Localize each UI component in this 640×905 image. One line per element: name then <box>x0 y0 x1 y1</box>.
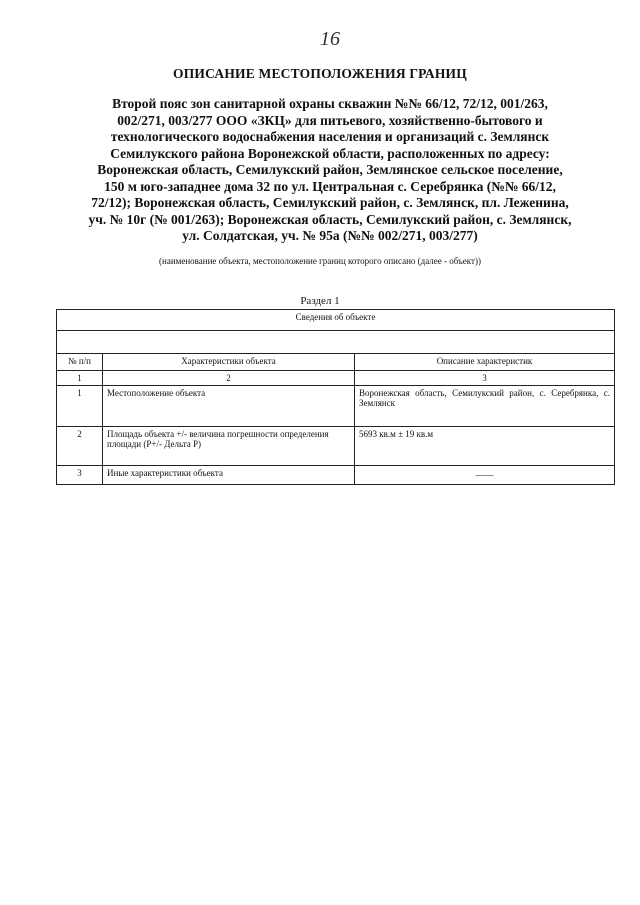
page-number: 16 <box>320 28 340 50</box>
table-title: Сведения об объекте <box>57 310 615 331</box>
row-number: 1 <box>57 386 103 427</box>
table-spacer <box>57 331 615 354</box>
row-description: Воронежская область, Семилукский район, с. Серебрянка, с. Землянск <box>355 386 615 427</box>
row-description: 5693 кв.м ± 19 кв.м <box>355 427 615 466</box>
table-row <box>57 427 615 466</box>
header-characteristic: Характеристики объекта <box>103 354 355 371</box>
object-caption: (наименование объекта, местоположение границ которого описано (далее - объект)) <box>159 256 481 266</box>
document-title: ОПИСАНИЕ МЕСТОПОЛОЖЕНИЯ ГРАНИЦ <box>173 66 467 81</box>
header-num: № п/п <box>57 354 103 371</box>
section-title: Раздел 1 <box>300 295 340 307</box>
column-number-1: 1 <box>57 371 103 386</box>
column-number-2: 2 <box>103 371 355 386</box>
row-number: 3 <box>57 466 103 485</box>
row-characteristic: Площадь объекта +/- величина погрешности определения площади (Р+/- Дельта Р) <box>103 427 355 466</box>
row-description <box>355 466 615 485</box>
object-name: Второй пояс зон санитарной охраны скважин №№ 66/12, 72/12, 001/263, 002/271, 003/277 ООО «ЗКЦ» для питьевого, хозяйственно-бытового и технологического водоснабжения населения и организаций с. Землянск Семилукского района Воронежской области, расположенных по адресу: Воронежская область, Семилукский район, Землянское сельское поселение, 150 м юго-западнее дома 32 по ул. Центральная с. Серебрянка (№№ 66/12, 72/12); Воронежская область, Семилукский район, с. Землянск, пл. Леженина, уч. № 10г (№ 001/263); Воронежская область, Семилукский район, с. Землянск, ул. Солдатская, уч. № 95а (№№ 002/271, 003/277) <box>88 96 572 243</box>
header-description: Описание характеристик <box>355 354 615 371</box>
row-number: 2 <box>57 427 103 466</box>
empty-value-dash: —— <box>475 470 494 480</box>
table-row <box>57 386 615 427</box>
table-row <box>57 466 615 485</box>
object-info-table <box>56 309 615 485</box>
row-characteristic: Иные характеристики объекта <box>103 466 355 485</box>
column-number-3: 3 <box>355 371 615 386</box>
row-characteristic: Местоположение объекта <box>103 386 355 427</box>
